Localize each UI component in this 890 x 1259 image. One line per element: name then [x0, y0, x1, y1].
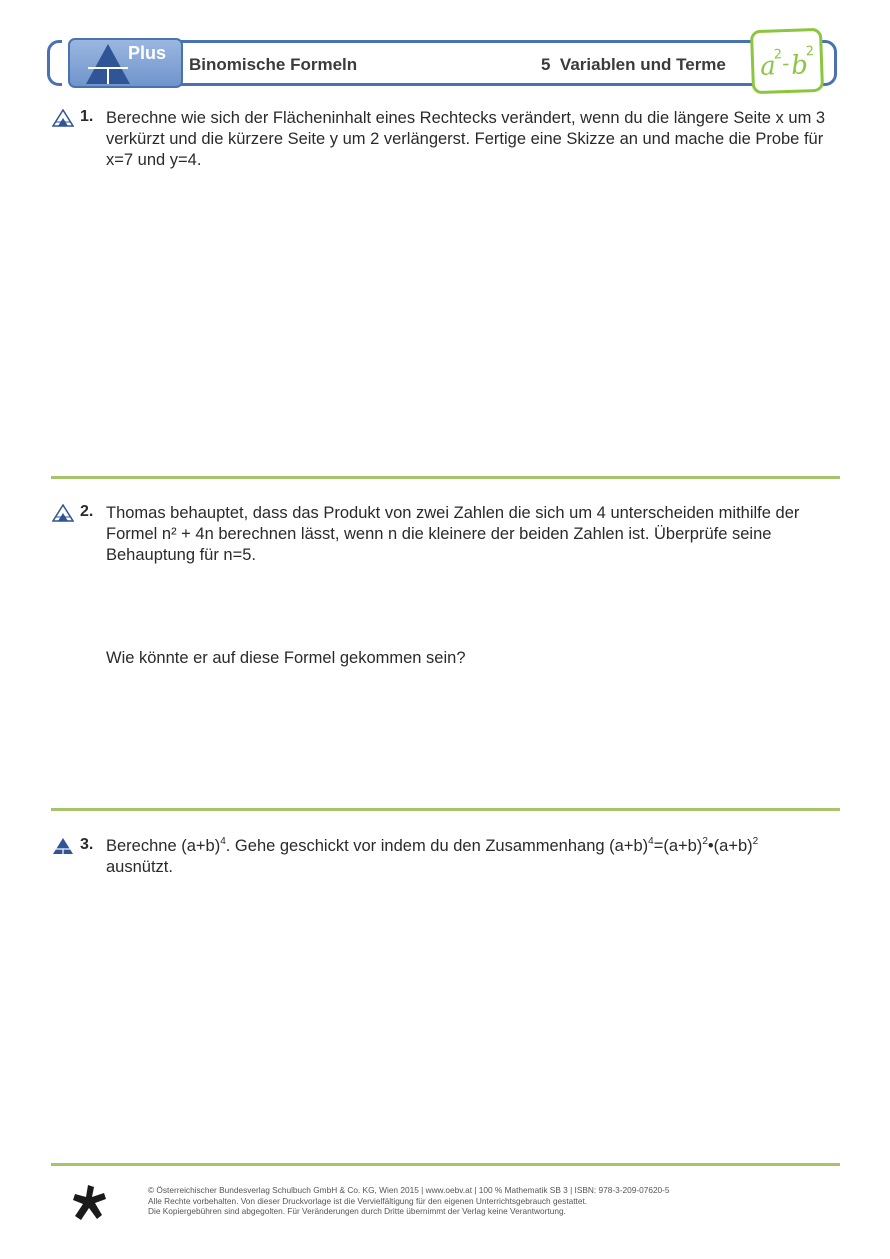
divider — [51, 1163, 840, 1166]
publisher-logo-icon — [70, 1183, 110, 1223]
svg-text:2: 2 — [805, 44, 815, 60]
text-part: ausnützt. — [106, 858, 173, 876]
chapter-number: 5 — [541, 55, 551, 74]
task-number: 2. — [80, 503, 94, 520]
footer-line: Alle Rechte vorbehalten. Von dieser Druckvorlage ist die Vervielfältigung für den eigenen Unterrichtsgebrauch gestattet. — [148, 1195, 588, 1206]
divider — [51, 808, 840, 811]
formula-badge-drawing — [755, 35, 819, 89]
page-title: Binomische Formeln — [189, 55, 358, 74]
chapter-title: Variablen und Terme — [559, 55, 726, 74]
task-text — [106, 836, 846, 878]
triangle-half-icon — [52, 109, 74, 127]
task-number: 1. — [80, 108, 94, 125]
plus-logo — [68, 38, 183, 88]
text-part: . Gehe geschickt vor indem du den Zusammenhang (a+b) — [225, 837, 649, 855]
footer-copyright — [148, 1185, 670, 1217]
divider — [51, 476, 840, 479]
header-rule-top — [180, 40, 752, 43]
task-text: Berechne wie sich der Flächeninhalt eines Rechtecks verändert, wenn du die längere Seite x um 3 verkürzt und die kürzere Seite y um 2 verlängerst. Fertige eine Skizze an und mache die Probe für x=7 und y=4. — [106, 109, 826, 169]
svg-text:2: 2 — [773, 47, 783, 63]
exponent: 2 — [752, 835, 759, 847]
svg-text:b: b — [790, 50, 809, 81]
footer-line: Die Kopiergebühren sind abgegolten. Für Veränderungen durch Dritte übernimmt der Verlag keine Verantwortung. — [148, 1206, 566, 1216]
triangle-full-icon — [52, 837, 74, 855]
chapter-heading — [541, 55, 726, 75]
exponent: 4 — [648, 835, 654, 847]
svg-text:-: - — [781, 50, 790, 76]
exponent: 4 — [220, 835, 226, 847]
header-rule-bottom — [180, 83, 752, 86]
task-number: 3. — [80, 836, 94, 853]
svg-text:a: a — [759, 51, 777, 82]
text-part: •(a+b) — [707, 837, 753, 855]
exponent: 2 — [702, 835, 708, 847]
text-part: =(a+b) — [653, 837, 703, 855]
text-part: Berechne (a+b) — [106, 837, 221, 855]
task-text: Thomas behauptet, dass das Produkt von zwei Zahlen die sich um 4 unterscheiden mithilfe der Formel n² + 4n berechnen lässt, wenn n die kleinere der beiden Zahlen ist. Überprüfe seine Behauptung für n=5. — [106, 504, 800, 564]
triangle-half-icon — [52, 504, 74, 522]
task-2-followup: Wie könnte er auf diese Formel gekommen sein? — [106, 649, 466, 667]
footer-line: © Österreichischer Bundesverlag Schulbuch GmbH & Co. KG, Wien 2015 | www.oebv.at | 100 % Mathematik SB 3 | ISBN: 978-3-209-07620-5 — [148, 1185, 670, 1195]
formula-badge — [750, 28, 824, 94]
logo-label: Plus — [128, 43, 167, 63]
